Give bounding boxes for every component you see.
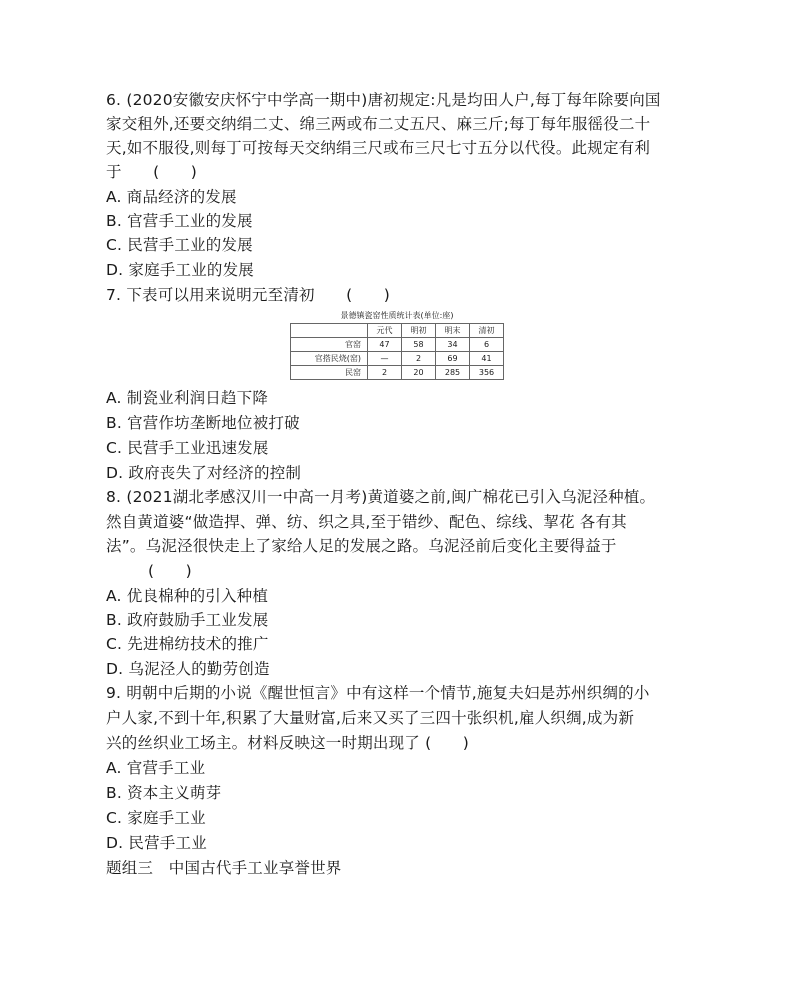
table-header-cell: 元代: [368, 324, 402, 338]
table-cell: 6: [470, 338, 504, 352]
q8-option-d[interactable]: D. 乌泥泾人的勤劳创造: [106, 660, 270, 678]
q9-option-b[interactable]: B. 资本主义萌芽: [106, 784, 222, 802]
q9-option-c[interactable]: C. 家庭手工业: [106, 809, 206, 827]
q8-option-b[interactable]: B. 政府鼓励手工业发展: [106, 611, 269, 629]
q6-stem-line-4: 于 ( ): [106, 163, 197, 181]
table-cell: 58: [402, 338, 436, 352]
q6-option-c[interactable]: C. 民营手工业的发展: [106, 236, 253, 254]
kiln-statistics-table: [290, 323, 504, 380]
q8-stem-line-3: 法”。乌泥泾很快走上了家给人足的发展之路。乌泥泾前后变化主要得益于: [106, 537, 617, 555]
table-title: 景德镇瓷窑性质统计表(单位:座): [340, 311, 454, 320]
table-header-cell: [291, 324, 368, 338]
table-cell: 20: [402, 366, 436, 380]
table-row-label: 民窑: [291, 366, 368, 380]
q6-stem-line-1: 6. (2020安徽安庆怀宁中学高一期中)唐初规定:凡是均田人户,每丁每年除要向国: [106, 91, 661, 109]
q9-stem-line-1: 9. 明朝中后期的小说《醒世恒言》中有这样一个情节,施复夫妇是苏州织绸的小: [106, 684, 650, 702]
table-header-row: [291, 324, 504, 338]
q7-option-c[interactable]: C. 民营手工业迅速发展: [106, 439, 269, 457]
q8-option-a[interactable]: A. 优良棉种的引入种植: [106, 587, 269, 605]
table-cell: 69: [436, 352, 470, 366]
q8-stem-line-4: ( ): [148, 562, 192, 580]
table-cell: 47: [368, 338, 402, 352]
table-cell: 285: [436, 366, 470, 380]
q9-option-a[interactable]: A. 官营手工业: [106, 759, 206, 777]
table-header-cell: 明初: [402, 324, 436, 338]
q9-option-d[interactable]: D. 民营手工业: [106, 834, 207, 852]
q7-option-b[interactable]: B. 官营作坊垄断地位被打破: [106, 414, 300, 432]
table-cell: 34: [436, 338, 470, 352]
table-row-label: 官窑: [291, 338, 368, 352]
q8-stem-line-2: 然自黄道婆“做造捍、弹、纺、织之具,至于错纱、配色、综线、挈花 各有其: [106, 513, 627, 531]
kiln-statistics-table-block: [290, 311, 504, 380]
q7-option-d[interactable]: D. 政府丧失了对经济的控制: [106, 464, 302, 482]
table-row: [291, 366, 504, 380]
q7-option-a[interactable]: A. 制瓷业利润日趋下降: [106, 389, 269, 407]
table-row: [291, 338, 504, 352]
table-header-cell: 明末: [436, 324, 470, 338]
table-row-label: 官搭民烧(窑): [291, 352, 368, 366]
q7-stem: 7. 下表可以用来说明元至清初 ( ): [106, 286, 391, 304]
q6-option-d[interactable]: D. 家庭手工业的发展: [106, 261, 254, 279]
q8-option-c[interactable]: C. 先进棉纺技术的推广: [106, 635, 269, 653]
q6-stem-line-2: 家交租外,还要交纳绢二丈、绵三两或布二丈五尺、麻三斤;每丁每年服徭役二十: [106, 115, 651, 133]
table-cell: 2: [368, 366, 402, 380]
q8-stem-line-1: 8. (2021湖北孝感汉川一中高一月考)黄道婆之前,闽广棉花已引入乌泥泾种植。: [106, 488, 656, 506]
table-header-cell: 清初: [470, 324, 504, 338]
section-heading: 题组三 中国古代手工业享誉世界: [106, 859, 342, 877]
q9-stem-line-2: 户人家,不到十年,积累了大量财富,后来又买了三四十张织机,雇人织绸,成为新: [106, 709, 635, 727]
table-cell: 2: [402, 352, 436, 366]
table-cell: —: [368, 352, 402, 366]
q6-option-b[interactable]: B. 官营手工业的发展: [106, 212, 253, 230]
table-cell: 356: [470, 366, 504, 380]
table-row: [291, 352, 504, 366]
q9-stem-line-3: 兴的丝织业工场主。材料反映这一时期出现了 ( ): [106, 734, 470, 752]
table-cell: 41: [470, 352, 504, 366]
q6-stem-line-3: 天,如不服役,则每丁可按每天交纳绢三尺或布三尺七寸五分以代役。此规定有利: [106, 139, 651, 157]
q6-option-a[interactable]: A. 商品经济的发展: [106, 188, 237, 206]
